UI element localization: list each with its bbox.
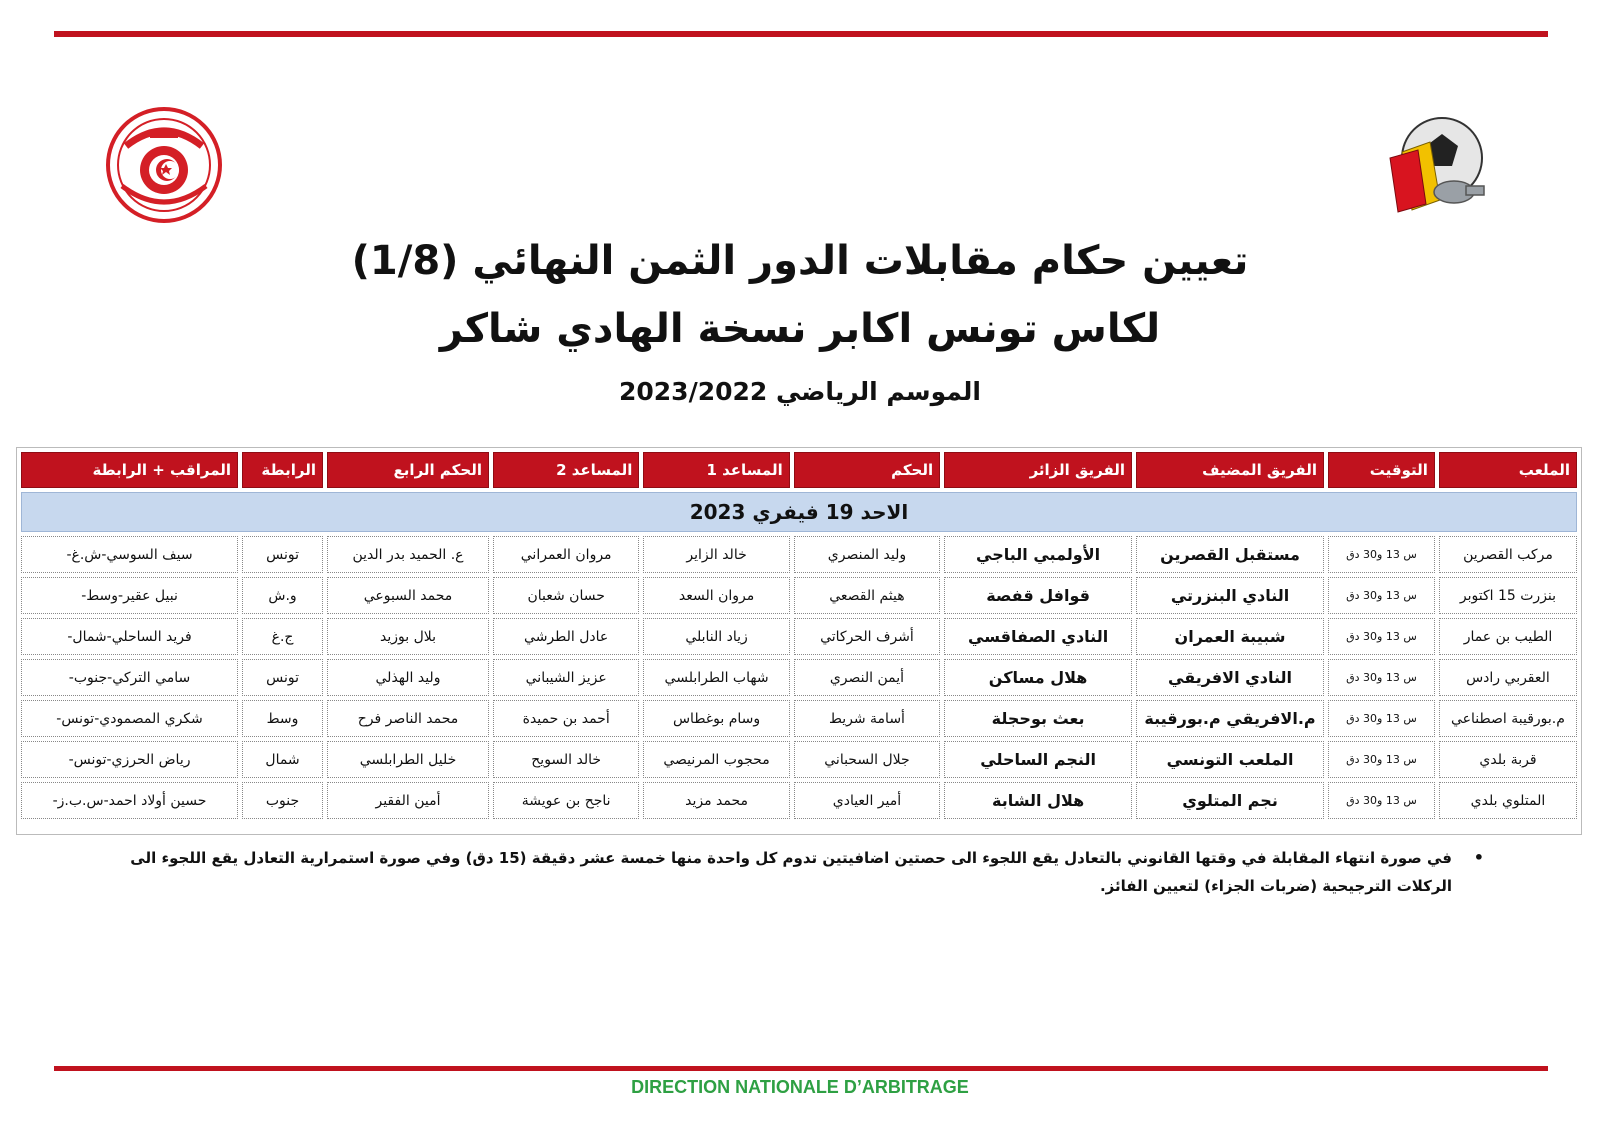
bullet-icon: •	[1473, 848, 1484, 867]
league-cell: تونس	[242, 659, 323, 696]
home-team-cell: نجم المتلوي	[1136, 782, 1324, 819]
season-label: الموسم الرياضي 2023/2022	[618, 377, 982, 406]
time-cell: س 13 و30 دق	[1328, 536, 1435, 573]
assistant1-cell: وسام بوغطاس	[643, 700, 789, 737]
federation-logo	[104, 106, 224, 224]
table-header-row	[21, 452, 1577, 488]
home-team-cell: الملعب التونسي	[1136, 741, 1324, 778]
league-cell: جنوب	[242, 782, 323, 819]
fourth-official-cell: خليل الطرابلسي	[327, 741, 489, 778]
home-team-cell: شبيبة العمران	[1136, 618, 1324, 655]
observer-cell: حسين أولاد احمد-س.ب.ز-	[21, 782, 238, 819]
assistant2-cell: عادل الطرشي	[493, 618, 639, 655]
time-cell: س 13 و30 دق	[1328, 618, 1435, 655]
table-row	[21, 577, 1577, 614]
assistant1-cell: شهاب الطرابلسي	[643, 659, 789, 696]
away-team-cell: بعث بوحجلة	[944, 700, 1132, 737]
stadium-cell: الطيب بن عمار	[1439, 618, 1577, 655]
assistant1-cell: زياد النابلي	[643, 618, 789, 655]
stadium-cell: المتلوي بلدي	[1439, 782, 1577, 819]
away-team-cell: هلال الشابة	[944, 782, 1132, 819]
league-cell: وسط	[242, 700, 323, 737]
stadium-cell: م.بورقيبة اصطناعي	[1439, 700, 1577, 737]
fourth-official-cell: وليد الهذلي	[327, 659, 489, 696]
day-row	[21, 492, 1577, 532]
away-team-cell: هلال مساكن	[944, 659, 1132, 696]
league-cell: شمال	[242, 741, 323, 778]
away-team-cell: النجم الساحلي	[944, 741, 1132, 778]
league-cell: تونس	[242, 536, 323, 573]
fourth-official-cell: ع. الحميد بدر الدين	[327, 536, 489, 573]
extra-time-note	[84, 844, 1484, 900]
referee-cell: أمير العيادي	[794, 782, 940, 819]
referee-cell: هيثم القصعي	[794, 577, 940, 614]
fourth-official-cell: محمد السبوعي	[327, 577, 489, 614]
observer-cell: سامي التركي-جنوب-	[21, 659, 238, 696]
stadium-cell: قربة بلدي	[1439, 741, 1577, 778]
league-cell: ج.غ	[242, 618, 323, 655]
header-fourth-official: الحكم الرابع	[327, 452, 489, 488]
header-titles	[0, 232, 1600, 412]
table-row	[21, 741, 1577, 778]
observer-cell: فريد الساحلي-شمال-	[21, 618, 238, 655]
table-row	[21, 700, 1577, 737]
referee-cell: أسامة شريط	[794, 700, 940, 737]
away-team-cell: الأولمبي الباجي	[944, 536, 1132, 573]
table-row	[21, 659, 1577, 696]
day-label: الاحد 19 فيفري 2023	[21, 492, 1577, 532]
home-team-cell: مستقبل القصرين	[1136, 536, 1324, 573]
assistant2-cell: مروان العمراني	[493, 536, 639, 573]
observer-cell: رياض الحرزي-تونس-	[21, 741, 238, 778]
assistant1-cell: محجوب المرنيصي	[643, 741, 789, 778]
fourth-official-cell: محمد الناصر فرح	[327, 700, 489, 737]
assistant1-cell: خالد الزاير	[643, 536, 789, 573]
time-cell: س 13 و30 دق	[1328, 741, 1435, 778]
table-row	[21, 618, 1577, 655]
stadium-cell: بنزرت 15 اكتوبر	[1439, 577, 1577, 614]
referee-cell: أيمن النصري	[794, 659, 940, 696]
header-league: الرابطة	[242, 452, 323, 488]
referee-cell: جلال السحباني	[794, 741, 940, 778]
home-team-cell: النادي البنزرتي	[1136, 577, 1324, 614]
assignments-table	[16, 447, 1582, 835]
table-row	[21, 782, 1577, 819]
assistant2-cell: عزيز الشيباني	[493, 659, 639, 696]
observer-cell: سيف السوسي-ش.غ-	[21, 536, 238, 573]
header-assistant1: المساعد 1	[643, 452, 789, 488]
header-time: التوقيت	[1328, 452, 1435, 488]
observer-cell: شكري المصمودي-تونس-	[21, 700, 238, 737]
header-home: الفريق المضيف	[1136, 452, 1324, 488]
assistant2-cell: حسان شعبان	[493, 577, 639, 614]
observer-cell: نبيل عقير-وسط-	[21, 577, 238, 614]
assistant2-cell: ناجح بن عويشة	[493, 782, 639, 819]
header-stadium: الملعب	[1439, 452, 1577, 488]
assistant1-cell: محمد مزيد	[643, 782, 789, 819]
referee-cell: أشرف الحركاتي	[794, 618, 940, 655]
time-cell: س 13 و30 دق	[1328, 659, 1435, 696]
header-assistant2: المساعد 2	[493, 452, 639, 488]
bottom-red-rule	[54, 1066, 1548, 1071]
away-team-cell: النادي الصفاقسي	[944, 618, 1132, 655]
assistant2-cell: خالد السويح	[493, 741, 639, 778]
note-text: في صورة انتهاء المقابلة في وقتها القانوني بالتعادل يقع اللجوء الى حصتين اضافيتين تدوم كل واحدة منها خمسة عشر دقيقة (15 دق) وفي صورة استمرارية التعادل يقع اللجوء الى الركلات الترجيحية (ضربات الجزاء) لتعيين الفائز.	[130, 849, 1452, 895]
footer-label: DIRECTION NATIONALE D’ARBITRAGE	[631, 1077, 969, 1097]
top-red-rule	[54, 31, 1548, 37]
header-observer: المراقب + الرابطة	[21, 452, 238, 488]
fourth-official-cell: أمين الفقير	[327, 782, 489, 819]
away-team-cell: قوافل قفصة	[944, 577, 1132, 614]
referee-cell: وليد المنصري	[794, 536, 940, 573]
time-cell: س 13 و30 دق	[1328, 782, 1435, 819]
time-cell: س 13 و30 دق	[1328, 577, 1435, 614]
header-away: الفريق الزائر	[944, 452, 1132, 488]
home-team-cell: م.الافريقي م.بورقيبة	[1136, 700, 1324, 737]
assistant1-cell: مروان السعد	[643, 577, 789, 614]
page-title: تعيين حكام مقابلات الدور الثمن النهائي (1/8)	[351, 238, 1249, 284]
fourth-official-cell: بلال بوزيد	[327, 618, 489, 655]
page-subtitle: لكاس تونس اكابر نسخة الهادي شاكر	[439, 306, 1161, 352]
table-row	[21, 536, 1577, 573]
home-team-cell: النادي الافريقي	[1136, 659, 1324, 696]
time-cell: س 13 و30 دق	[1328, 700, 1435, 737]
referee-logo	[1382, 112, 1492, 216]
league-cell: و.ش	[242, 577, 323, 614]
assistant2-cell: أحمد بن حميدة	[493, 700, 639, 737]
stadium-cell: مركب القصرين	[1439, 536, 1577, 573]
stadium-cell: العقربي رادس	[1439, 659, 1577, 696]
header-referee: الحكم	[794, 452, 940, 488]
